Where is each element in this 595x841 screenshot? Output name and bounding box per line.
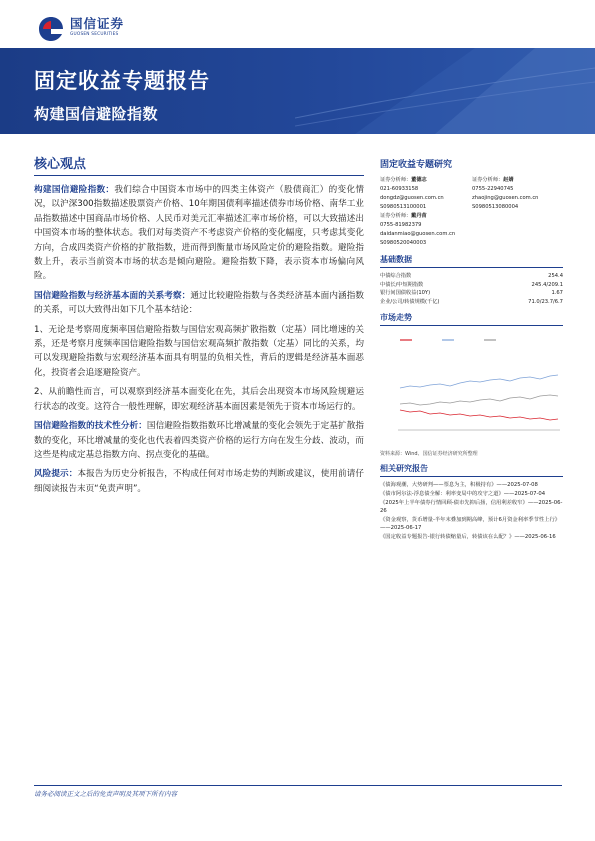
paragraph: 1、无论是考察周度频率国信避险指数与国信宏观高频扩散指数（定基）同比增速的关系，还是考察月度频率国信避险指数与国信宏观高频扩散指数（定基）同比的关系，均可以发现避险指数与宏观经济基本面具有明显的负相关性，背后的逻辑是经济基本面恶化，投资者会追逐避险资产。 <box>34 324 364 378</box>
related-report-link[interactable]: 《2025年上半年债券行情回顾-债市先抑后扬，信用利差收窄》——2025-06-26 <box>380 499 563 515</box>
section-heading: 核心观点 <box>34 153 364 176</box>
footer-divider <box>34 785 562 786</box>
related-reports-heading: 相关研究报告 <box>380 463 563 477</box>
risk-warning: 风险提示：本报告为历史分析报告，不构成任何对市场走势的判断或建议，使用前请仔细阅读报告末页“免责声明”。 <box>34 469 364 494</box>
guosen-logo-icon <box>38 16 64 42</box>
analyst-card: 证券分析师：董德志 021-60933158 dongdz@guosen.com.cn S0980513100001 <box>380 177 444 210</box>
related-report-link[interactable]: 《债海观潮，大势研判——票息为主，积极持有》——2025-07-08 <box>380 482 538 489</box>
data-row: 中债长/中短期指数 245.4/209.1 <box>380 281 563 288</box>
market-trend-heading: 市场走势 <box>380 312 563 326</box>
related-report-link[interactable]: 《债市阿尔法-浮息债全解：利率变局中的攻守之道》——2025-07-04 <box>380 490 546 497</box>
paragraph: 国信避险指数与经济基本面的关系考察：通过比较避险指数与各类经济基本面内涵指数的关系，可以大致得出如下几个基本结论： <box>34 290 364 316</box>
market-trend-chart <box>380 330 563 448</box>
sidebar <box>380 157 563 542</box>
title-banner <box>0 48 595 134</box>
footer-disclaimer: 请务必阅读正文之后的免责声明及其项下所有内容 <box>34 790 177 798</box>
brand-name-cn: 国信证券 <box>70 16 125 31</box>
chart-source: 资料来源：Wind、国信证券经济研究所整理 <box>380 451 478 458</box>
brand-logo <box>38 16 124 46</box>
basic-data-table <box>380 272 563 306</box>
data-row: 中债综合指数 254.4 <box>380 273 563 279</box>
related-report-link[interactable]: 《资金观察，货币增量-半年末叠加到期高峰，预计6月资金利率季节性上行》——2025-06-17 <box>380 516 561 532</box>
market-trend-plot <box>380 330 563 448</box>
data-row: 企业/公司/转债规模(千亿) 71.0/23.7/6.7 <box>380 298 563 305</box>
core-viewpoints-section <box>34 153 364 501</box>
banner-decoration <box>295 48 595 134</box>
brand-name-en: GUOSEN SECURITIES <box>70 32 119 37</box>
sidebar-heading: 固定收益专题研究 <box>380 160 453 170</box>
paragraph: 国信避险指数的技术性分析：国信避险指数指数环比增减量的变化会领先于定基扩散指数的变化，环比增减量的变化也代表着四类资产价格的运行方向在发生分歧、波动，而这些是构成定基总指数方向、拐点变化的基础。 <box>34 421 364 460</box>
analyst-list <box>380 176 563 248</box>
paragraph: 2、从前瞻性而言，可以观察到经济基本面变化在先，其后会出现资本市场风险规避运行状态的改变。这符合一般性理解，即宏观经济基本面因素是领先于资本市场运行的。 <box>34 387 364 412</box>
analyst-card: 证券分析师：戴丹苗 0755-81982379 daidanmiao@guosen.com.cn S0980520040003 <box>380 213 456 246</box>
analyst-card: 证券分析师：赵婧 0755-22940745 zhaojing@guosen.com.cn S0980513080004 <box>472 177 539 210</box>
report-title: 构建国信避险指数 <box>34 105 159 123</box>
report-type-title: 固定收益专题报告 <box>34 69 210 93</box>
data-row: 银行间国债收益(10Y) 1.67 <box>380 290 563 297</box>
basic-data-heading: 基础数据 <box>380 254 563 268</box>
related-report-link[interactable]: 《国定收益专题报告-银行转债缩量后，转债该在么配？》——2025-06-16 <box>380 533 556 540</box>
paragraph: 构建国信避险指数：我们综合中国资本市场中的四类主体资产（股债商汇）的变化情况，以沪深300指数描述股票资产价格、10年期国债利率描述债券市场价格、南华工业品指数描述中国商品市场价格、人民币对美元汇率描述汇率市场价格，可以大致描述出中国资本市场的整体状态。我们对每类资产不考虑资产价格的变化幅度，只考虑其变化方向，合成四类资产价格的扩散指数，进而得到衡量市场风险定价的避险指数。避险指数上升，表示当前资本市场的状态是倾向避险。避险指数下降，表示资本市场偏向风险。 <box>34 185 364 282</box>
related-reports-list <box>380 481 563 541</box>
